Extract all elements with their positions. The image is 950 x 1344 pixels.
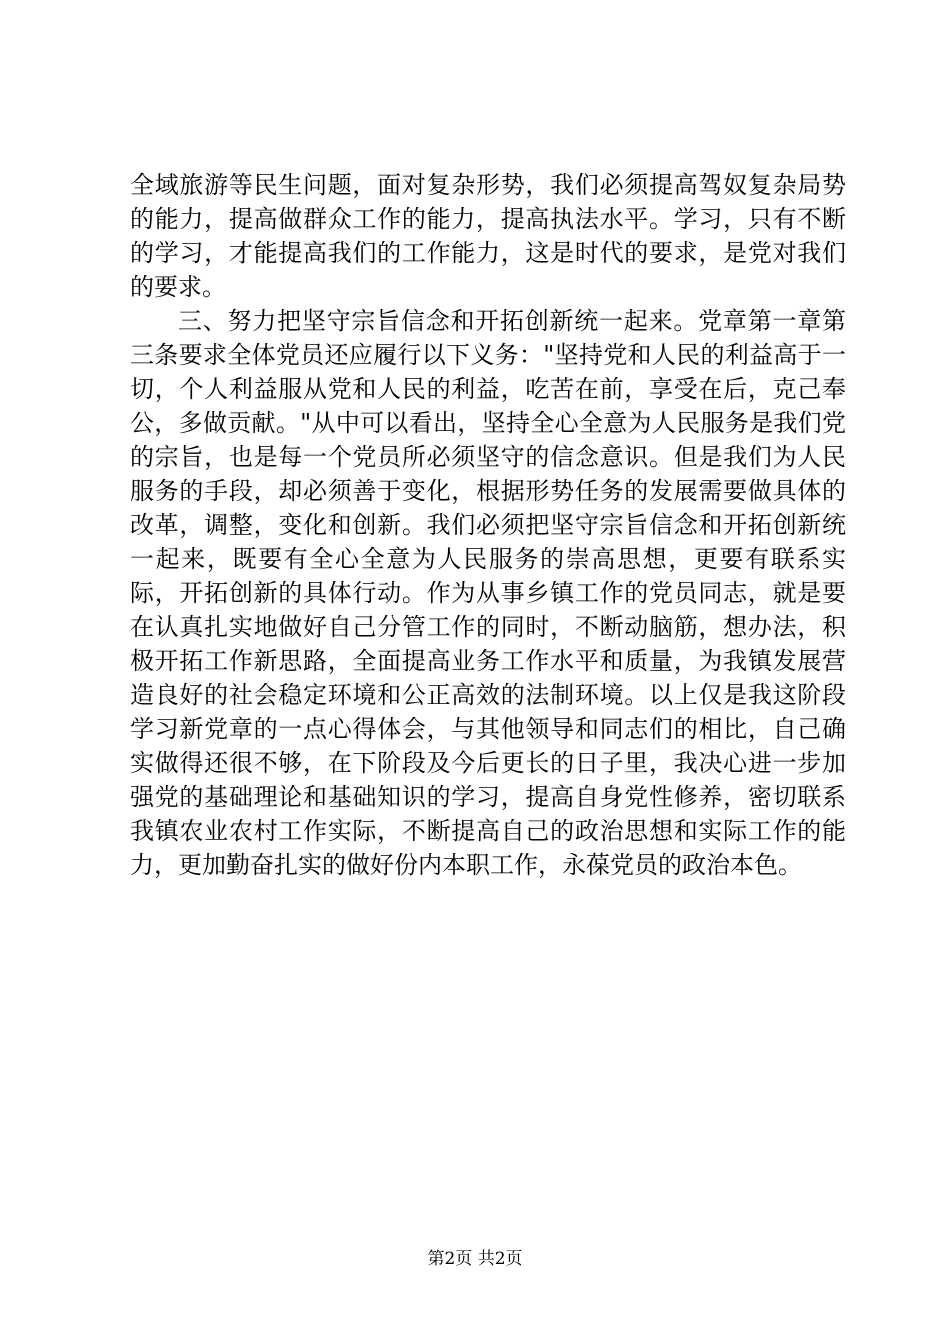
paragraph-continued: 全域旅游等民生问题，面对复杂形势，我们必须提高驾奴复杂局势的能力，提高做群众工作的能力，提高执法水平。学习，只有不断的学习，才能提高我们的工作能力，这是时代的要求，是党对我们的要求。 xyxy=(130,171,846,301)
page-number-footer: 第2页 共2页 xyxy=(427,1249,523,1269)
document-body xyxy=(130,168,846,882)
paragraph-section-three: 三、努力把坚守宗旨信念和开拓创新统一起来。党章第一章第三条要求全体党员还应履行以下义务："坚持党和人民的利益高于一切，个人利益服从党和人民的利益，吃苦在前，享受在后，克己奉公，多做贡献。"从中可以看出，坚持全心全意为人民服务是我们党的宗旨，也是每一个党员所必须坚守的信念意识。但是我们为人民服务的手段，却必须善于变化，根据形势任务的发展需要做具体的改革，调整，变化和创新。我们必须把坚守宗旨信念和开拓创新统一起来，既要有全心全意为人民服务的崇高思想，更要有联系实际，开拓创新的具体行动。作为从事乡镇工作的党员同志，就是要在认真扎实地做好自己分管工作的同时，不断动脑筋，想办法，积极开拓工作新思路，全面提高业务工作水平和质量，为我镇发展营造良好的社会稳定环境和公正高效的法制环境。以上仅是我这阶段学习新党章的一点心得体会，与其他领导和同志们的相比，自己确实做得还很不够，在下阶段及今后更长的日子里，我决心进一步加强党的基础理论和基础知识的学习，提高自身党性修养，密切联系我镇农业农村工作实际，不断提高自己的政治思想和实际工作的能力，更加勤奋扎实的做好份内本职工作，永葆党员的政治本色。 xyxy=(130,307,846,879)
